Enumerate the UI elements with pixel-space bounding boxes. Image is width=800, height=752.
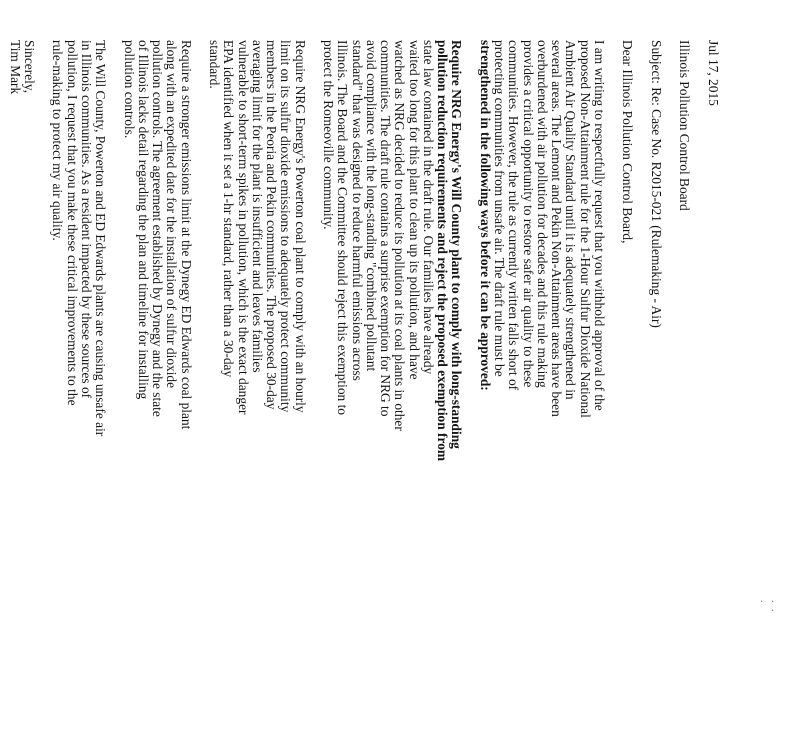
paragraph-line: provides a critical opportunity to restore safer air quality to these bbox=[520, 40, 536, 388]
paragraph-line: standard" that was designed to reduce harmful emissions across bbox=[349, 40, 365, 381]
letter-recipient: Illinois Pollution Control Board bbox=[677, 40, 693, 211]
intro-paragraph bbox=[478, 40, 606, 752]
point-powerton-paragraph bbox=[207, 40, 307, 752]
paragraph-line: pollution reduction requirements and reject the proposed exemption from bbox=[435, 40, 451, 462]
paragraph-line: in Illinois communities. As a resident impacted by these sources of bbox=[79, 40, 94, 399]
paragraph-line: pollution controls. bbox=[121, 40, 137, 139]
paragraph-line: strengthened in the following ways before it can be approved: bbox=[478, 40, 493, 391]
letter-body bbox=[8, 40, 721, 752]
paragraph-line: Require NRG Energy's Will County plant to comply with long-standing bbox=[449, 40, 465, 449]
paragraph-line: pollution, I request that you make these critical improvements to the bbox=[64, 40, 80, 406]
paragraph-line: state law contained in the draft rule. Our families have already bbox=[421, 40, 436, 375]
paragraph-line: waited too long for this plant to clean up its pollution, and have bbox=[406, 40, 422, 380]
paragraph-line: Illinois. The Board and the Committee should reject this exemption to bbox=[335, 40, 351, 415]
paragraph-line: watched as NRG decided to reduce its pollution at its coal plants in other bbox=[392, 40, 408, 431]
paragraph-line: several areas. The Lemont and Pekin Non-Attainment areas have been bbox=[549, 40, 565, 417]
letter-subject: Subject: Re: Case No. R2015-021 (Rulemaking - Air) bbox=[649, 40, 664, 328]
paragraph-line: vulnerable to short-term spikes in pollution, which is the exact danger bbox=[235, 40, 251, 415]
paragraph-line: EPA identified when it set a 1-hr standard, rather than a 30-day bbox=[221, 40, 237, 378]
paragraph-line: members in the Peoria and Pekin communities. The proposed 30-day bbox=[264, 40, 280, 410]
paragraph-line: The Will County, Powerton and ED Edwards plants are causing unsafe air bbox=[93, 40, 109, 437]
paragraph-line: avoid compliance with the long-standing "combined pollutant bbox=[364, 40, 379, 372]
letter-signature: Tim Mark bbox=[7, 40, 23, 95]
paragraph-line: rule-making to protect my air quality. bbox=[50, 40, 66, 241]
point-will-county-paragraph bbox=[321, 40, 464, 752]
paragraph-line: along with an expedited date for the installation of sulfur dioxide bbox=[164, 40, 180, 389]
paragraph-line: Ambient Air Quality Standard until it is adequately strengthened in bbox=[563, 40, 579, 400]
paragraph-line: proposed Non-Attainment rule for the 1-Hour Sulfur Dioxide National bbox=[577, 40, 593, 418]
paragraph-line: communities. However, the rule as currently written falls short of bbox=[506, 40, 522, 391]
letter-salutation: Dear Illinois Pollution Control Board, bbox=[620, 40, 636, 244]
paragraph-line: Require a stronger emissions limit at the Dynegy ED Edwards coal plant bbox=[178, 40, 194, 430]
paragraph-line: communities. The draft rule contains a surprise exemption for NRG to bbox=[378, 40, 394, 417]
letter-date: Jul 17, 2015 bbox=[706, 40, 721, 106]
paragraph-line: pollution controls. The agreement established by Dynegy and the state bbox=[150, 40, 166, 417]
paragraph-line: overburdened with air pollution for decades and this rule making bbox=[535, 40, 550, 388]
paragraph-line: standard. bbox=[207, 40, 223, 89]
paragraph-line: of Illinois lacks detail regarding the plan and timeline for installing bbox=[136, 40, 151, 400]
closing-paragraph bbox=[50, 40, 107, 752]
paragraph-line: protect the Romeoville community. bbox=[321, 40, 337, 230]
letter-signoff: Sincerely, bbox=[22, 40, 37, 94]
paragraph-line: Require NRG Energy's Powerton coal plant to comply with an hourly bbox=[292, 40, 308, 413]
paragraph-line: limit on its sulfur dioxide emissions to adequately protect community bbox=[278, 40, 294, 413]
paragraph-line: averaging limit for the plant is insufficient and leaves families bbox=[250, 40, 265, 373]
paragraph-line: I am writing to respectfully request that you withhold approval of the bbox=[592, 40, 607, 411]
scan-edge-marks: . . . bbox=[758, 600, 780, 614]
point-ed-edwards-paragraph bbox=[122, 40, 193, 752]
paragraph-line: protecting communities from unsafe air. The draft rule must be bbox=[492, 40, 508, 377]
